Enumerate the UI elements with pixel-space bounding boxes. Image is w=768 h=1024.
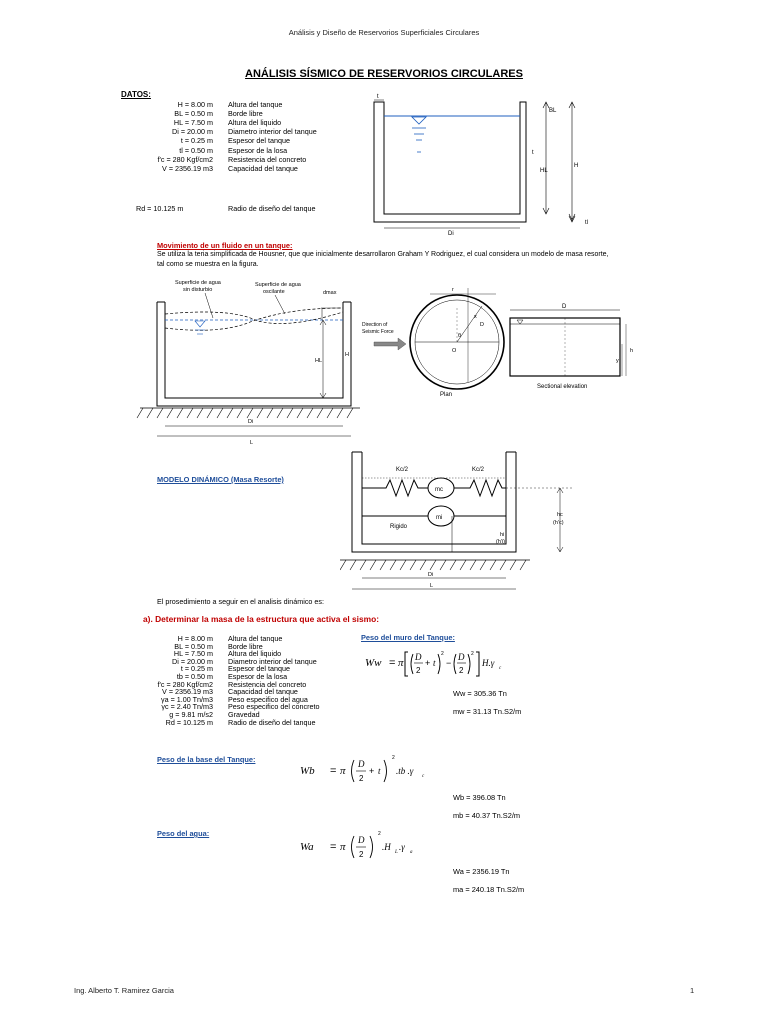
modelo-di-label: Di — [428, 572, 434, 578]
muro-ww-result: Ww = 305.36 Tn — [453, 689, 507, 698]
tank1-h-label: H — [574, 163, 579, 169]
data-row-value: Di = 20.00 m — [172, 656, 213, 666]
data-row-desc: Capacidad del tanque — [228, 163, 298, 173]
data-row-value: t = 0.25 m — [180, 136, 213, 146]
data-row-value: BL = 0.50 m — [174, 109, 213, 119]
data-row-desc: Capacidad del tanque — [228, 687, 298, 697]
data-row-desc: Peso especifico del concreto — [228, 702, 320, 712]
fig3-o-label: O — [452, 348, 457, 354]
svg-text:π: π — [398, 657, 404, 669]
modelo-hi-label: hi — [500, 532, 505, 538]
svg-text:−: − — [446, 658, 452, 668]
svg-text:π: π — [340, 765, 346, 777]
svg-text:H.γ: H.γ — [482, 658, 495, 668]
muro-formula — [365, 646, 515, 680]
data-row-value: f'c = 280 Kgf/cm2 — [157, 679, 213, 689]
fig2-surface2-label: Superficie de agua — [255, 282, 301, 288]
data-row-value: V = 2356.19 m3 — [162, 687, 213, 697]
footer-page-number: 1 — [690, 986, 695, 995]
data-row-desc: Altura del tanque — [228, 634, 283, 643]
data-row-desc: Espesor del tanque — [228, 136, 290, 146]
muro-mw-result: mw = 31.13 Tn.S2/m — [453, 707, 522, 716]
agua-wa-result: Wa = 2356.19 Tn — [453, 867, 510, 876]
svg-text:π: π — [340, 841, 346, 853]
svg-text:2: 2 — [359, 850, 364, 859]
agua-ma-result: ma = 240.18 Tn.S2/m — [453, 885, 525, 894]
fig3-theta-label: θ — [458, 333, 462, 339]
svg-text:+: + — [369, 766, 375, 776]
svg-text:Wa: Wa — [300, 841, 314, 853]
svg-text:2: 2 — [459, 666, 464, 675]
data-row-desc: Diametro interior del tanque — [228, 656, 317, 666]
svg-text:=: = — [330, 841, 337, 853]
fig3-plan-label: Plan — [440, 392, 453, 398]
procedimiento-text: El prosedimiento a seguir en el analisis dinámico es: — [157, 597, 324, 606]
data-row-desc: Altura del liquido — [228, 118, 282, 128]
svg-text:.H: .H — [382, 842, 391, 852]
data-row-desc: Resistencia del concreto — [228, 154, 307, 164]
data-row-value: H = 8.00 m — [177, 634, 213, 643]
data-row-value: γc = 2.40 Tn/m3 — [161, 702, 213, 712]
fig3-d-label: D — [480, 322, 484, 328]
movimiento-heading: Movimiento de un fluido en un tanque: — [157, 241, 293, 250]
modelo-hc2-label: (h'c) — [553, 520, 564, 526]
modelo-kc2-label: Kc/2 — [472, 467, 485, 473]
mass-spring-model-diagram — [340, 448, 580, 596]
modelo-mi-label: mi — [436, 515, 443, 521]
fig2-surface1-label: Superficie de agua — [175, 280, 221, 286]
modelo-heading: MODELO DINÁMICO (Masa Resorte) — [157, 475, 284, 484]
modelo-rigido-label: Rigido — [390, 524, 408, 530]
svg-text:2: 2 — [416, 666, 421, 675]
data-row-value: t = 0.25 m — [180, 664, 213, 674]
data-row-value: HL = 7.50 m — [173, 649, 213, 659]
svg-text:c: c — [422, 774, 425, 779]
data-row-value: BL = 0.50 m — [174, 641, 213, 651]
tank1-hl-label: HL — [540, 168, 548, 174]
modelo-mc-label: mc — [435, 487, 443, 493]
tank1-t-label: t — [377, 94, 379, 100]
data-row-desc: Peso especifico del agua — [228, 694, 308, 704]
plan-section-diagram — [360, 282, 645, 402]
fig3-y-label: y — [616, 358, 619, 364]
data-row-value: g = 9.81 m/s2 — [169, 710, 213, 719]
svg-text:Ww: Ww — [365, 657, 382, 669]
modelo-hi2-label: (h'i) — [496, 539, 505, 545]
fig2-dmax-label: dmax — [323, 290, 337, 296]
svg-text:Wb: Wb — [300, 765, 315, 777]
movimiento-paragraph: Se utiliza la teria simplificada de Housner, que que inicialmente desarrollaron Graham Y Rodriguez, el cual considera un modelo de masa resorte, tal como se muestra en la figura. — [157, 251, 609, 268]
step-a-text: a). Determinar la masa de la estructura que activa el sismo: — [143, 614, 379, 624]
fig3-direction2-label: Seismic Force — [362, 329, 394, 335]
data-row-value: Di = 20.00 m — [172, 127, 213, 137]
fig3-direction1-label: Direction of — [362, 322, 388, 328]
data-row-desc: Resistencia del concreto — [228, 679, 307, 689]
base-formula — [300, 752, 470, 786]
svg-text:2: 2 — [471, 651, 474, 657]
data-row-desc: Borde libre — [228, 641, 263, 651]
tank1-bl-label: BL — [549, 108, 557, 114]
base-wb-result: Wb = 396.08 Tn — [453, 793, 506, 802]
svg-text:+: + — [425, 658, 431, 668]
data-row-value: H = 8.00 m — [177, 100, 213, 109]
svg-text:D: D — [458, 652, 465, 662]
svg-text:2: 2 — [441, 651, 444, 657]
data-row-desc: Espesor de la losa — [228, 672, 288, 681]
fig2-di-label: Di — [248, 419, 254, 425]
fluid-oscillation-diagram — [135, 278, 360, 448]
data-row-value: γa = 1.00 Tn/m3 — [160, 694, 213, 704]
svg-text:.γ: .γ — [399, 842, 405, 852]
data-row-desc: Gravedad — [228, 710, 260, 719]
data-row-desc: Radio de diseño del tanque — [228, 717, 316, 727]
fig2-surface2b-label: oscilante — [263, 289, 285, 295]
svg-text:2: 2 — [378, 831, 381, 837]
svg-text:2: 2 — [392, 755, 395, 761]
data-row-value: Rd = 10.125 m — [165, 717, 213, 727]
tank1-tl-label: tl — [585, 220, 588, 226]
data-row-value: HL = 7.50 m — [173, 118, 213, 128]
muro-heading: Peso del muro del Tanque: — [361, 633, 455, 642]
svg-text:.tb .γ: .tb .γ — [396, 766, 414, 776]
fig3-h-label: h — [630, 348, 634, 354]
svg-text:c: c — [499, 666, 502, 671]
modelo-hc-label: hc — [557, 512, 563, 518]
data-row-desc: Espesor del tanque — [228, 664, 290, 674]
svg-text:a: a — [410, 850, 413, 855]
modelo-kc1-label: Kc/2 — [396, 467, 409, 473]
tank-section-diagram — [360, 88, 610, 238]
data-row-desc: Espesor de la losa — [228, 145, 288, 155]
svg-text:2: 2 — [359, 774, 364, 783]
base-heading: Peso de la base del Tanque: — [157, 755, 256, 764]
modelo-l-label: L — [430, 583, 434, 589]
svg-text:L: L — [395, 850, 398, 855]
fig2-hl-label: HL — [315, 358, 323, 364]
data-row-desc: Altura del tanque — [228, 100, 283, 109]
footer-author: Ing. Alberto T. Ramirez Garcia — [74, 986, 174, 995]
datos-heading: DATOS: — [121, 90, 151, 99]
page-header: Análisis y Diseño de Reservorios Superficiales Circulares — [288, 28, 480, 37]
fig2-h-label: H — [345, 352, 349, 358]
fig3-d2-label: D — [562, 304, 567, 310]
data-row-desc: Diametro interior del tanque — [228, 127, 317, 137]
data-row-desc: Altura del liquido — [228, 649, 282, 659]
agua-formula — [300, 828, 470, 862]
tank1-di-label: Di — [448, 231, 454, 237]
data-row-value: f'c = 280 Kgf/cm2 — [157, 154, 213, 164]
svg-text:t: t — [378, 766, 381, 776]
svg-text:=: = — [330, 765, 337, 777]
base-mb-result: mb = 40.37 Tn.S2/m — [453, 811, 521, 820]
svg-text:t: t — [433, 658, 436, 668]
fig3-r-label: r — [452, 287, 454, 293]
data-row-value: V = 2356.19 m3 — [162, 163, 213, 173]
fig2-l-label: L — [250, 440, 254, 446]
tank1-t2-label: t — [532, 150, 534, 156]
fig3-x-label: x — [474, 314, 477, 320]
data-row-value: tb = 0.50 m — [176, 672, 213, 681]
page-title: ANÁLISIS SÍSMICO DE RESERVORIOS CIRCULARES — [245, 68, 523, 80]
svg-text:=: = — [389, 657, 396, 669]
svg-text:D: D — [415, 652, 422, 662]
svg-text:D: D — [358, 759, 365, 769]
svg-text:D: D — [358, 835, 365, 845]
fig2-surface1b-label: sin disturbio — [183, 287, 213, 293]
step-a-heading — [143, 614, 379, 624]
datos-rd-desc: Radio de diseño del tanque — [228, 204, 316, 213]
datos-rd-value: Rd = 10.125 m — [136, 204, 184, 213]
data-row-value: tl = 0.50 m — [179, 145, 213, 155]
data-row-desc: Borde libre — [228, 109, 263, 119]
agua-heading: Peso del agua: — [157, 829, 210, 838]
fig3-sectional-label: Sectional elevation — [537, 384, 588, 390]
